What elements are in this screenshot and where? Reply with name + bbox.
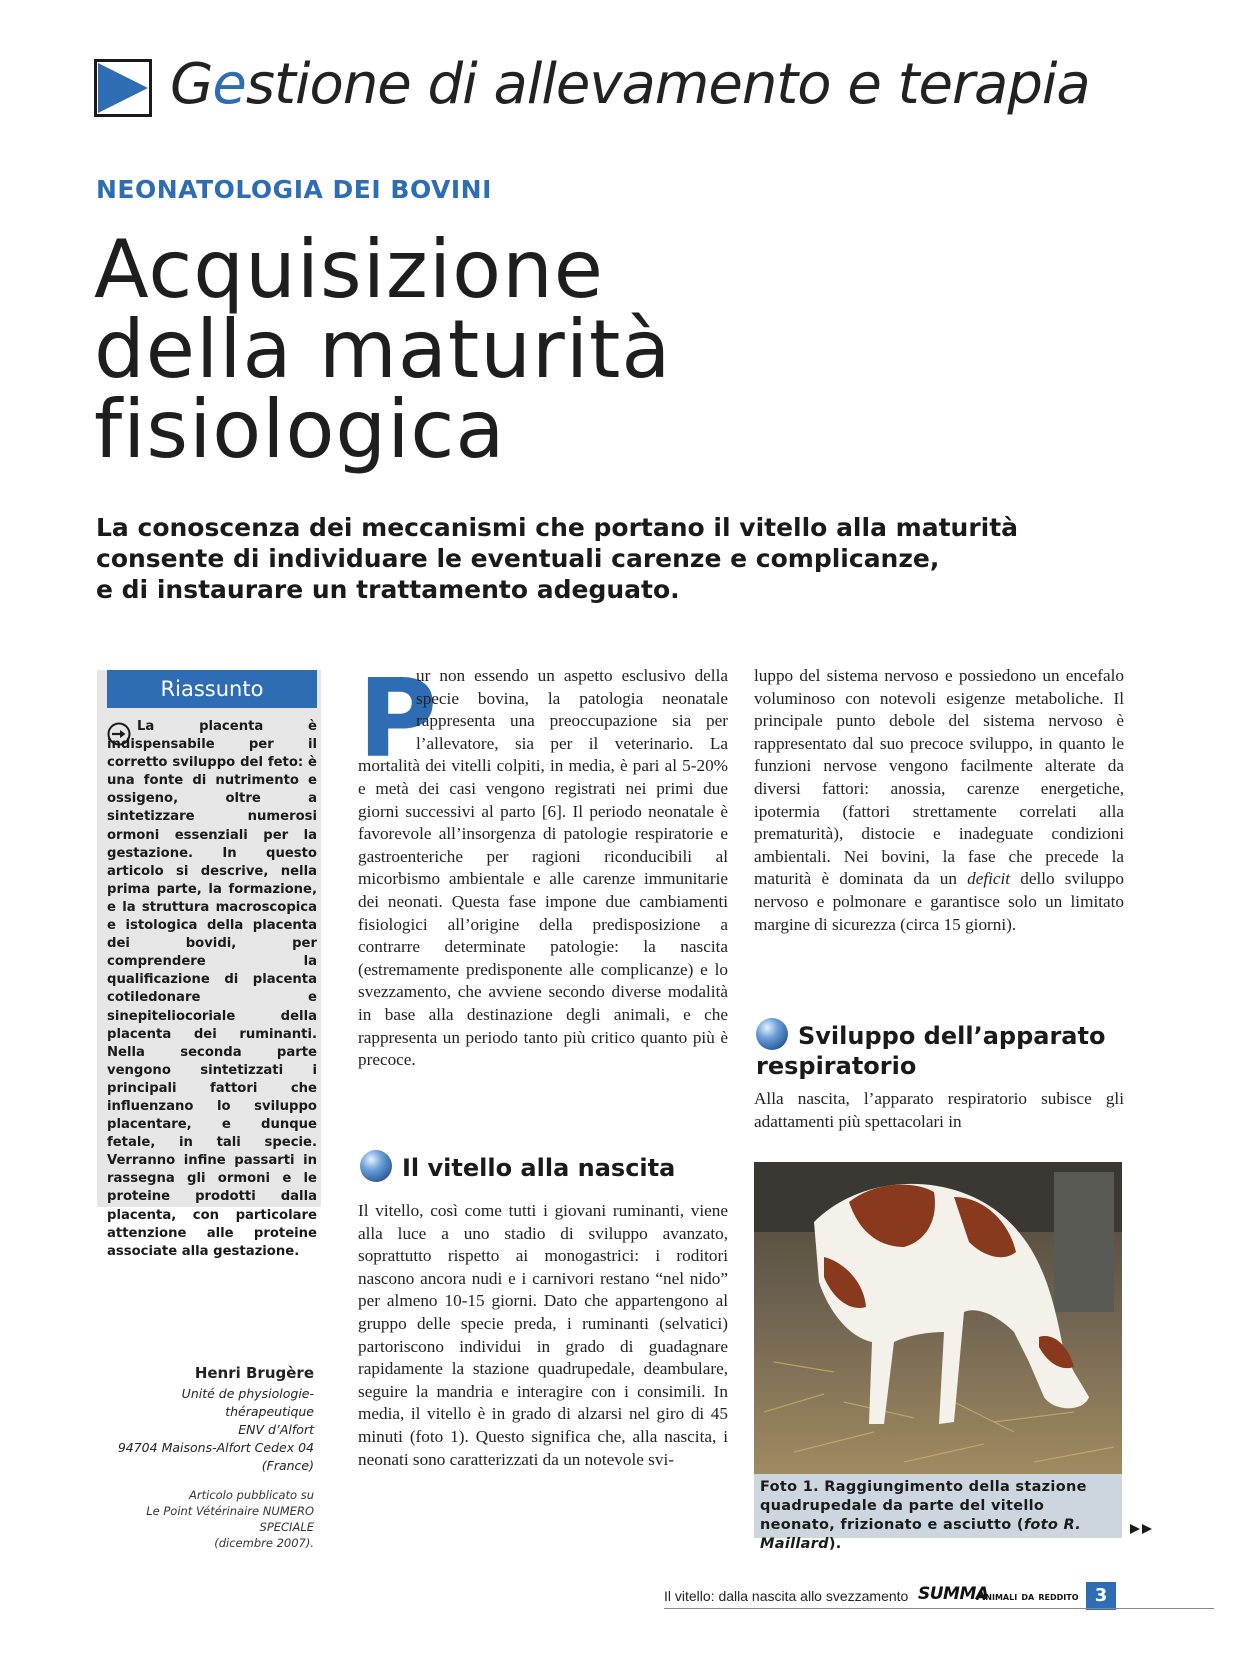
running-title: Il vitello: dalla nascita allo svezzamento bbox=[664, 1588, 909, 1604]
footer-section-name: Animali da reddito bbox=[976, 1589, 1079, 1603]
footer-divider bbox=[664, 1608, 1214, 1609]
subheading-apparato-respiratorio: Sviluppo dell’apparato respiratorio bbox=[756, 1018, 1136, 1081]
headline-line: Acquisizione bbox=[94, 223, 605, 316]
headline-line: fisiologica bbox=[94, 383, 506, 476]
author-name: Henri Brugère bbox=[194, 1364, 314, 1382]
calf-photo bbox=[754, 1162, 1122, 1474]
publication-note: Articolo pubblicato su Le Point Vétérinaire NUMERO SPECIALE (dicembre 2007). bbox=[146, 1488, 314, 1550]
section-title: Gestione di allevamento e terapia bbox=[170, 52, 1090, 117]
summary-text: La placenta è indispensabile per il corretto sviluppo del feto: è una fonte di nutrimento e ossigeno, oltre a sintetizzare numerosi ormoni essenziali per la gestazione. In questo articolo si descrive, nella prima parte, la formazione, e la struttura macroscopica e istologica della placenta dei bovidi, per comprendere la qualificazione di placenta cotiledonare e sinepiteliocoriale della placenta dei ruminanti. Nella seconda parte vengono sintetizzati i principali fattori che influenzano lo sviluppo placentare, e dunque fetale, in tali specie. Verranno infine passarti in rassegna gli ormoni e le proteine prodotti dalla placenta, con particolare attenzione alle proteine associate alla gestazione. bbox=[107, 719, 317, 1259]
summary-title: Riassunto bbox=[107, 670, 317, 708]
body-intro: ur non essendo un aspetto esclusivo della specie bovina, la patologia neonatale rappresenta una preoccupazione sia per l’allevatore, sia per il veterinario. La mortalità dei vitelli colpiti, in media, è pari al 5-20% e metà dei casi vengono registrati nei primi due giorni successivi al parto [6]. Il periodo neonatale è favorevole all’insorgenza di patologie respiratorie e gastroenteriche per ragioni riconducibili al micorbismo ambientale e alle carenze immunitarie dei neonati. Questa fase impone due cambiamenti fisiologici all’origine della predisposizione a contrarre determinate patologie: la nascita (estremamente predisponente alle complicanze) e lo svezzamento, che avviene secondo diverse modalità in base alla destinazione degli animali, e che rappresenta un periodo tanto più critico quanto più è precoce. bbox=[358, 666, 728, 1070]
article-kicker: NEONATOLOGIA DEI BOVINI bbox=[96, 175, 492, 204]
article-headline bbox=[94, 223, 1094, 476]
affiliation-line: ENV d’Alfort bbox=[238, 1422, 314, 1437]
drop-cap: P bbox=[358, 657, 438, 782]
byline bbox=[90, 1364, 314, 1551]
lead-line: e di instaurare un trattamento adeguato. bbox=[96, 575, 680, 604]
body-paragraph: Il vitello, così come tutti i giovani ruminanti, viene alla luce a uno stadio di sviluppo avanzato, soprattutto rispetto ai monogastrici: i roditori nascono ancora nudi e i carnivori restano “nel nido” per almeno 10-15 giorni. Dato che appartengono al gruppo delle specie preda, i ruminanti (selvatici) partoriscono individui in grado di guadagnare rapidamente la stazione quadrupedale, deambulare, seguire la mandria e interagire con i consimili. In media, il vitello è in grado di alzarsi nel giro di 45 minuti (foto 1). Questo significa che, alla nascita, i neonati sono caratterizzati da un notevole svi- bbox=[358, 1201, 728, 1469]
affiliation-line: 94704 Maisons-Alfort Cedex 04 bbox=[117, 1440, 314, 1455]
subheading-vitello-nascita: Il vitello alla nascita bbox=[360, 1150, 730, 1183]
body-paragraph: Alla nascita, l’apparato respiratorio subisce gli adattamenti più spettacolari in bbox=[754, 1089, 1124, 1131]
photo-caption: Foto 1. Raggiungimento della stazione quadrupedale da parte del vitello neonato, frizionato e asciutto (foto R. Maillard). bbox=[760, 1479, 1087, 1552]
brand-logo: SUMMA bbox=[918, 1584, 989, 1604]
section-arrow-icon bbox=[94, 59, 152, 117]
affiliation-line: (France) bbox=[261, 1458, 314, 1473]
continue-arrows-icon bbox=[1128, 1522, 1158, 1536]
lead-line: consente di individuare le eventuali carenze e complicanze, bbox=[96, 544, 940, 573]
headline-line: della maturità bbox=[94, 303, 672, 396]
affiliation-line: Unité de physiologie- bbox=[181, 1386, 314, 1401]
lead-line: La conoscenza dei meccanismi che portano il vitello alla maturità bbox=[96, 513, 1019, 542]
affiliation-line: thérapeutique bbox=[225, 1404, 314, 1419]
page-number: 3 bbox=[1086, 1582, 1116, 1610]
sphere-bullet-icon bbox=[756, 1018, 788, 1050]
body-paragraph: luppo del sistema nervoso e possiedono un encefalo voluminoso con notevoli esigenze metaboliche. Il principale punto debole del sistema nervoso è rappresentato dal suo precoce sviluppo, in quanto le funzioni nervose vengono facilmente alterate da diversi fattori: anossia, carenze energetiche, ipotermia (fattori strettamente correlati alla prematurità), distocie e inadeguate condizioni ambientali. Nei bovini, la fase che precede la maturità è dominata da un deficit dello sviluppo nervoso e polmonare e garantisce solo un limitato margine di sicurezza (circa 15 giorni). bbox=[754, 666, 1124, 934]
sphere-bullet-icon bbox=[360, 1150, 392, 1182]
article-lead bbox=[96, 512, 1146, 605]
